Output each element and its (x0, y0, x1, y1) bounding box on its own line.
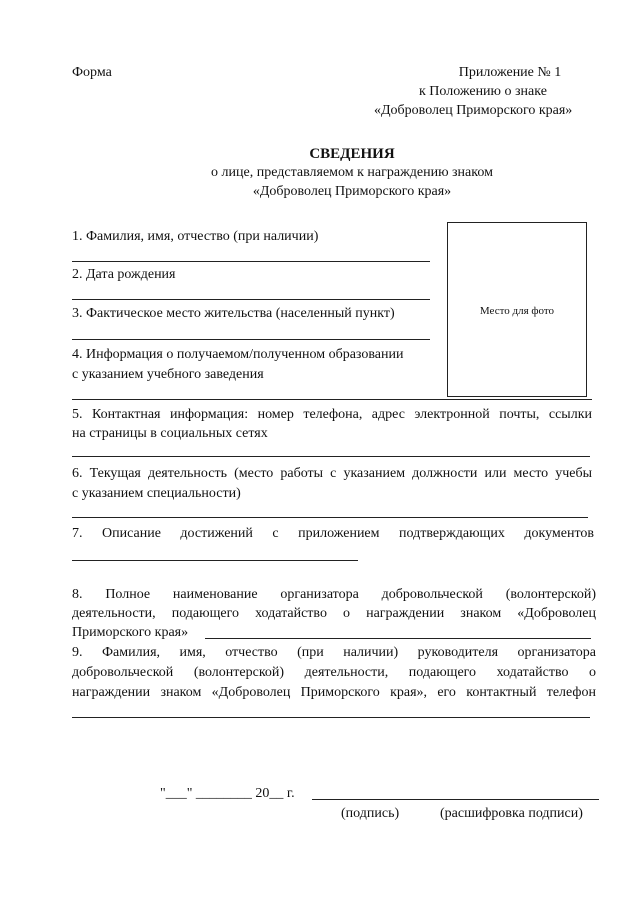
field-6-label-1: 6. Текущая деятельность (место работы с указанием должности или место учебы (72, 466, 592, 481)
field-8-label-2: деятельности, подающего ходатайство о награждении знаком «Доброволец (72, 606, 596, 621)
photo-label: Место для фото (479, 305, 555, 317)
field-7-label-1: 7. Описание достижений с приложением подтверждающих документов (72, 526, 594, 541)
field-4-label-1: 4. Информация о получаемом/полученном образовании (72, 347, 404, 362)
field-5-label-1: 5. Контактная информация: номер телефона, адрес электронной почты, ссылки (72, 407, 592, 422)
field-4-label-2: с указанием учебного заведения (72, 367, 264, 382)
field-8-line[interactable] (205, 638, 591, 639)
form-label: Форма (72, 65, 112, 80)
field-8-label-1: 8. Полное наименование организатора добровольческой (волонтерской) (72, 587, 596, 602)
field-9-label-3: награждении знаком «Доброволец Приморского края», его контактный телефон (72, 685, 596, 700)
appendix-line-1: Приложение № 1 (458, 65, 562, 80)
field-9-line[interactable] (72, 717, 590, 718)
field-1-label: 1. Фамилия, имя, отчество (при наличии) (72, 229, 319, 244)
signature-decode-label: (расшифровка подписи) (440, 806, 583, 821)
appendix-line-2: к Положению о знаке (419, 84, 547, 99)
document-subtitle-2: «Доброволец Приморского края» (252, 184, 452, 199)
field-6-line[interactable] (72, 517, 588, 518)
appendix-line-3: «Доброволец Приморского края» (374, 103, 573, 118)
field-2-line[interactable] (72, 299, 430, 300)
field-6-label-2: с указанием специальности) (72, 486, 241, 501)
signature-sign-label: (подпись) (341, 806, 400, 821)
field-9-label-2: добровольческой (волонтерской) деятельности, подающего ходатайство о (72, 665, 596, 680)
signature-line[interactable] (312, 799, 599, 800)
field-9-label-1: 9. Фамилия, имя, отчество (при наличии) руководителя организатора (72, 645, 596, 660)
field-3-line[interactable] (72, 339, 430, 340)
field-7-line[interactable] (72, 560, 358, 561)
field-1-line[interactable] (72, 261, 430, 262)
document-title: СВЕДЕНИЯ (309, 146, 395, 162)
photo-placeholder (447, 222, 587, 397)
field-2-label: 2. Дата рождения (72, 267, 176, 282)
field-8-label-3: Приморского края» (72, 625, 189, 640)
field-5-line[interactable] (72, 456, 590, 457)
signature-date: "___" ________ 20__ г. (160, 786, 295, 801)
document-subtitle-1: о лице, представляемом к награждению знаком (211, 165, 493, 180)
field-3-label: 3. Фактическое место жительства (населенный пункт) (72, 306, 395, 321)
field-5-label-2: на страницы в социальных сетях (72, 426, 268, 441)
field-4-line[interactable] (72, 399, 592, 400)
